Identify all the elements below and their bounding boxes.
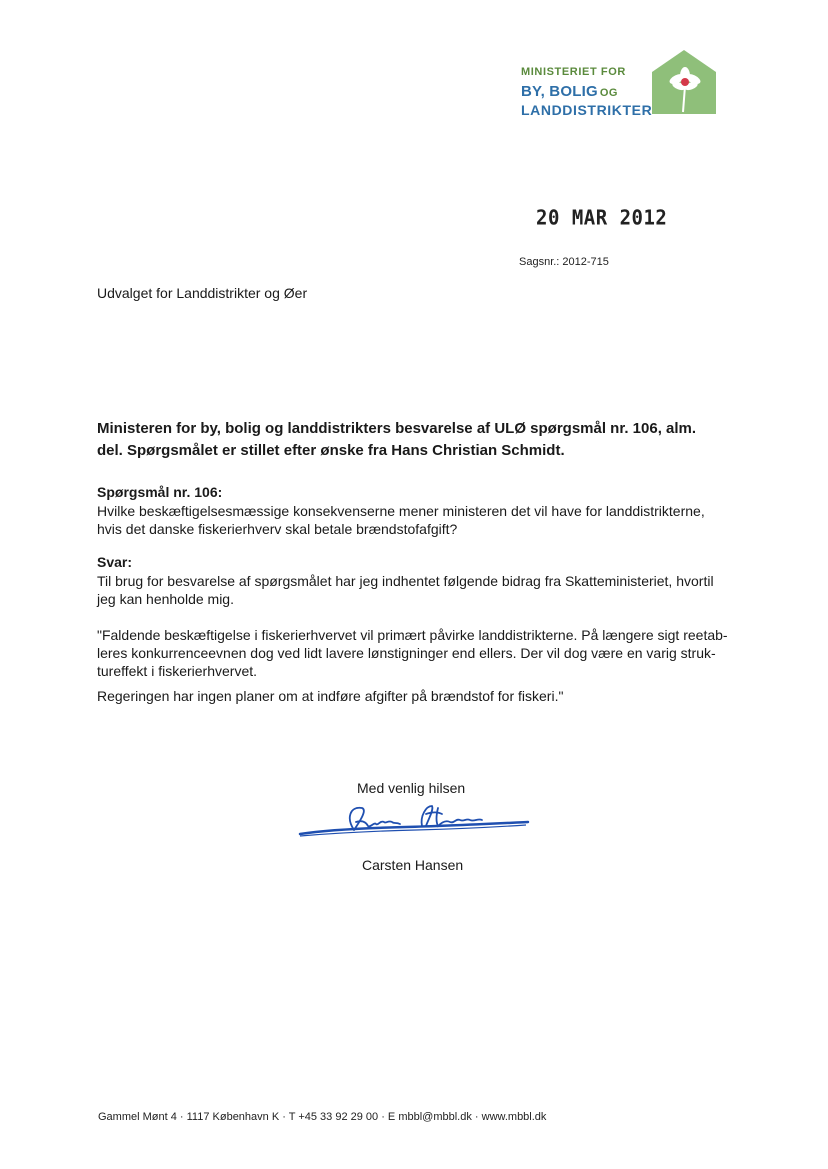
document-heading: [97, 418, 737, 462]
heading-line-1: Ministeren for by, bolig og landdistrikters besvarelse af ULØ spørgsmål nr. 106, alm.: [97, 420, 697, 437]
house-flower-icon: [650, 48, 718, 116]
quoted-answer: [97, 626, 747, 680]
logo-line-2: [521, 84, 652, 99]
signer-name: Carsten Hansen: [362, 857, 464, 873]
quote-line-3: tureffekt i fiskerierhvervet.: [97, 663, 258, 679]
recipient: Udvalget for Landdistrikter og Øer: [97, 285, 308, 301]
answer-line-1: Til brug for besvarelse af spørgsmålet har jeg indhentet følgende bidrag fra Skatteministeriet, hvortil: [97, 573, 714, 589]
ministry-logo-text: [521, 67, 652, 117]
logo-line-2-main: BY, BOLIG: [521, 83, 598, 100]
logo-line-3: LANDDISTRIKTER: [521, 102, 653, 118]
quote-line-1: "Faldende beskæftigelse i fiskerierhvervet vil primært påvirke landdistrikterne. På længere sigt reetab-: [97, 627, 728, 643]
question-line-2: hvis det danske fiskerierhverv skal betale brændstofafgift?: [97, 521, 458, 537]
government-statement: Regeringen har ingen planer om at indføre afgifter på brændstof for fiskeri.": [97, 688, 564, 704]
logo-line-1: MINISTERIET FOR: [521, 66, 626, 78]
answer-text: [97, 572, 737, 608]
answer-line-2: jeg kan henholde mig.: [97, 591, 234, 607]
question-text: [97, 502, 737, 538]
heading-line-2: del. Spørgsmålet er stillet efter ønske fra Hans Christian Schmidt.: [97, 442, 565, 459]
date-stamp: 20 MAR 2012: [536, 206, 668, 230]
question-line-1: Hvilke beskæftigelsesmæssige konsekvenserne mener ministeren det vil have for landdistrikterne,: [97, 503, 705, 519]
answer-label: Svar:: [97, 554, 133, 570]
closing-greeting: Med venlig hilsen: [357, 780, 466, 796]
question-label: Spørgsmål nr. 106:: [97, 484, 223, 500]
logo-line-2-og: OG: [599, 87, 618, 99]
case-number: Sagsnr.: 2012-715: [519, 256, 609, 268]
handwritten-signature: [296, 800, 531, 846]
footer-contact: Gammel Mønt 4 · 1117 København K · T +45 33 92 29 00 · E mbbl@mbbl.dk · www.mbbl.dk: [98, 1111, 547, 1123]
quote-line-2: leres konkurrenceevnen dog ved lidt lavere lønstigninger end ellers. Der vil dog være en varig struk-: [97, 645, 716, 661]
